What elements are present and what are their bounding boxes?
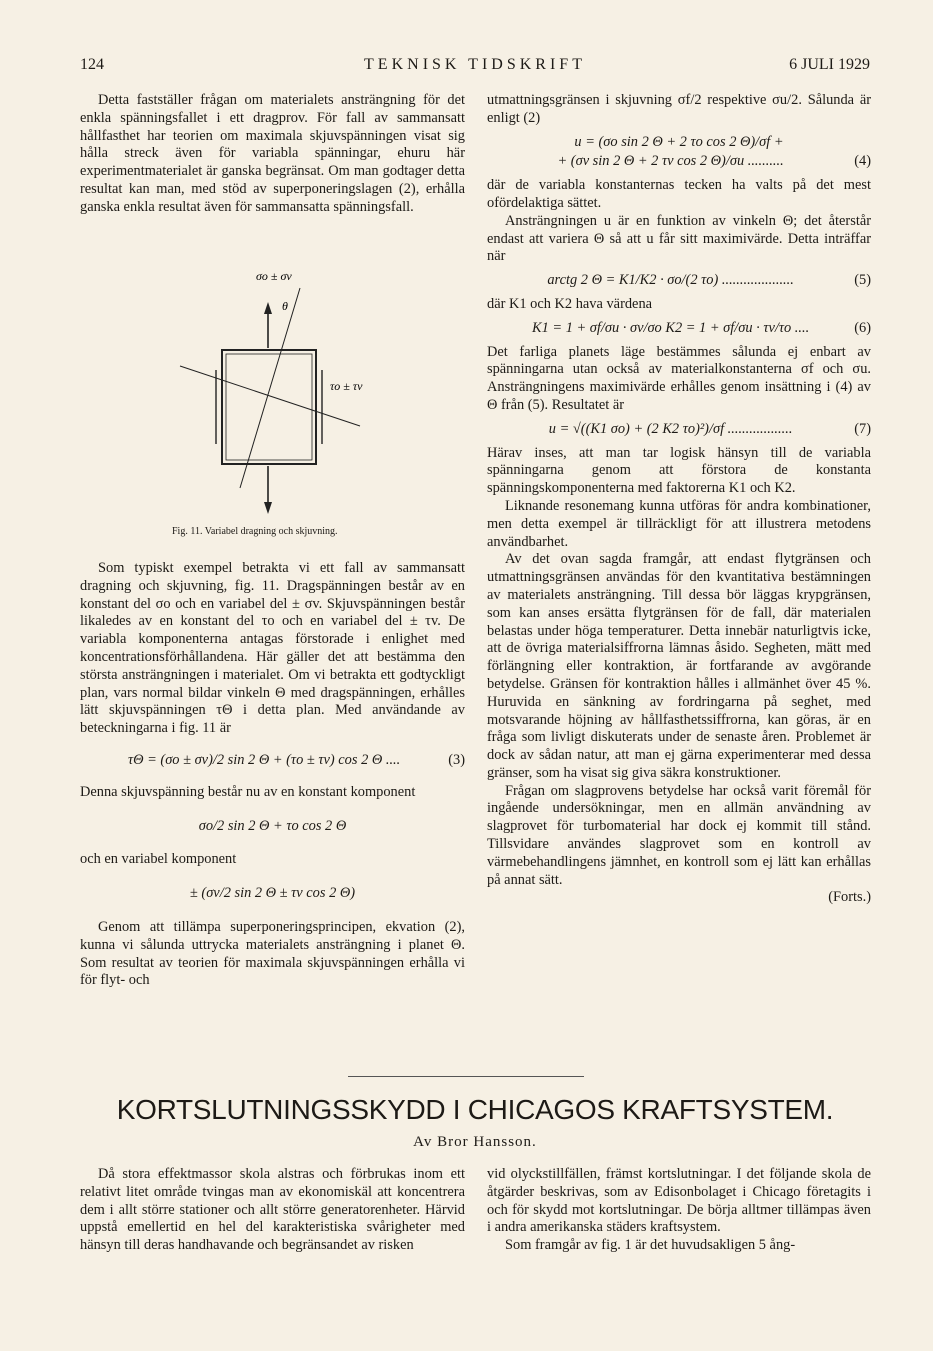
figure-label-theta: θ bbox=[282, 299, 288, 313]
article-2-left-column bbox=[80, 1166, 465, 1255]
article-2-right-text-2: Som framgår av fig. 1 är det huvudsakligen 5 ång- bbox=[505, 1237, 796, 1254]
equation-5-number: (5) bbox=[854, 272, 871, 289]
figure-11-diagram bbox=[170, 258, 390, 518]
figure-label-right: τo ± τv bbox=[330, 379, 363, 393]
left-paragraph-5: Genom att tillämpa superponeringsprincipen, ekvation (2), kunna vi sålunda uttrycka materialets ansträngning i planet Θ. Som resultat av teorien för maximala skjuvspänningen erhålla vi för flyt- och bbox=[80, 918, 465, 989]
article-2-headline: KORTSLUTNINGSSKYDD I CHICAGOS KRAFTSYSTEM. bbox=[116, 1094, 834, 1125]
left-paragraph-4: och en variabel komponent bbox=[80, 851, 237, 868]
right-paragraph-4: där K1 och K2 hava värdena bbox=[487, 295, 653, 312]
right-paragraph-7: Liknande resonemang kunna utföras för andra kombinationer, men detta exempel är tillräckligt för att illustrera metodens användbarhet. bbox=[487, 497, 871, 550]
article-2-byline: Av Bror Hansson. bbox=[413, 1134, 537, 1150]
equation-4a: u = (σo sin 2 Θ + 2 τo cos 2 Θ)/σf + bbox=[574, 133, 784, 150]
equation-variable: ± (σv/2 sin 2 Θ ± τv cos 2 Θ) bbox=[189, 885, 356, 902]
equation-6 bbox=[487, 320, 871, 338]
equation-4-number: (4) bbox=[854, 153, 871, 170]
article-2-right-text: vid olyckstillfällen, främst kortslutningar. I det följande skola de åtgärder beskrivas, som av Edisonbolaget i Chicago företagits i och för skydd mot kortslutningar. De börja alltmer tillämpas även i andra amerikanska städers kraftsystem. bbox=[487, 1166, 871, 1236]
equation-3 bbox=[80, 752, 465, 770]
right-paragraph-5: Det farliga planets läge bestämmes sålunda ej enbart av spänningarna utan också av materialkonstanterna σf och σu. Ansträngningens maximivärde erhålles genom insättning i (4) av Θ från (5). Resultatet är bbox=[487, 343, 871, 413]
right-paragraph-2: där de variabla konstanternas tecken ha valts på det mest ofördelaktiga sättet. bbox=[487, 177, 871, 211]
right-paragraph-1: utmattningsgränsen i skjuvning σf/2 respektive σu/2. Sålunda är enligt (2) bbox=[487, 92, 871, 126]
article-divider bbox=[348, 1076, 584, 1077]
equation-7-number: (7) bbox=[854, 420, 871, 437]
right-paragraph-6: Härav inses, att man tar logisk hänsyn till de variabla spänningarna genom att förstora de konstanta spänningskomponenterna med faktorerna K1 och K2. bbox=[487, 444, 871, 497]
equation-4b-text: + (σv sin 2 Θ + 2 τv cos 2 Θ)/σu .......... bbox=[557, 153, 784, 170]
issue-date: 6 JULI 1929 bbox=[789, 56, 870, 73]
equation-4b bbox=[487, 153, 871, 171]
article-2-right-column bbox=[487, 1166, 871, 1255]
figure-label-top: σo ± σv bbox=[256, 269, 292, 283]
right-paragraph-9: Frågan om slagprovens betydelse har också varit föremål för ingående undersökningar, men en allmän användning av slagprovet för turbomaterial har dock ej kommit till stånd. Tillsvidare användes slagprovet som en kontroll av värmebehandlingens jämnhet, en kontroll som ej lätt kan erhållas på annat sätt. bbox=[487, 782, 871, 888]
article-2-left-text: Då stora effektmassor skola alstras och förbrukas inom ett relativt litet område tvingas man av ekonomiskäl att koncentrera dem i allt större stationer och allt större generatorenheter. Härvid uppstå emellertid en hel del karakteristiska svårigheter med hänsyn till deras handhavande och begränsandet av risken bbox=[80, 1166, 465, 1254]
equation-6-text: K1 = 1 + σf/σu · σv/σo K2 = 1 + σf/σu · τv/τo .... bbox=[532, 319, 810, 336]
right-column bbox=[487, 92, 871, 907]
right-paragraph-3: Ansträngningen u är en funktion av vinkeln Θ; det återstår endast att variera Θ så att u får sitt maximivärde. Detta inträffar när bbox=[487, 212, 871, 265]
equation-5-text: arctg 2 Θ = K1/K2 · σo/(2 τo) .................... bbox=[547, 272, 794, 289]
equation-constant: σo/2 sin 2 Θ + τo cos 2 Θ bbox=[198, 817, 347, 834]
journal-title: TEKNISK TIDSKRIFT bbox=[364, 56, 586, 73]
left-paragraph-1: Detta fastställer frågan om materialets ansträngning för det enkla spänningsfallet i ett dragprov. För fall av sammansatt hållfasthet har teorien om maximala skjuvspänningen visat sig hålla streck även för variabla spänningar, ehuru här experimentmaterialet är ganska begränsat. Om man godtager detta resultat kan man, med stöd av superponeringslagen (2), erhålla ganska enkla resultat även för sammansatta spänningsfall. bbox=[80, 92, 465, 215]
equation-5 bbox=[487, 272, 871, 290]
figure-caption: Fig. 11. Variabel dragning och skjuvning. bbox=[172, 526, 338, 537]
left-paragraph-3: Denna skjuvspänning består nu av en konstant komponent bbox=[80, 783, 416, 800]
left-column-top bbox=[80, 92, 465, 217]
continued-note: (Forts.) bbox=[828, 889, 871, 906]
equation-3-number: (3) bbox=[448, 751, 465, 768]
equation-7-text: u = √((K1 σo) + (2 K2 τo)²)/σf .................. bbox=[548, 420, 793, 437]
equation-7 bbox=[487, 421, 871, 439]
equation-3-text: τΘ = (σo ± σv)/2 sin 2 Θ + (τo ± τv) cos 2 Θ .... bbox=[127, 751, 401, 768]
left-paragraph-2: Som typiskt exempel betrakta vi ett fall av sammansatt dragning och skjuvning, fig. 11. Dragspänningen består av en konstant del σo och en variabel del ± σv. Skjuvspänningen består likaledes av en konstant del τo och en variabel del ± τv. De variabla komponenterna antagas förstorade i enlighet med koncentrationsförhållandena. Här gäller det att bestämma den största ansträngningen i materialet. Om vi betrakta ett godtyckligt plan, vars normal bildar vinkeln Θ med dragspänningen, erhålles lätt skjuvspänningen τΘ i detta plan. Med användande av beteckningarna i fig. 11 är bbox=[80, 560, 465, 737]
page-header bbox=[80, 56, 870, 78]
page-number: 124 bbox=[80, 56, 104, 73]
equation-6-number: (6) bbox=[854, 319, 871, 336]
left-column-bottom bbox=[80, 560, 465, 990]
right-paragraph-8: Av det ovan sagda framgår, att endast flytgränsen och utmattningsgränsen användas för den kvantitativa bestämningen av materialets ansträngning. Till dessa bör läggas krypgränsen, som kan anses ersätta flytgränsen för de fall, där materialen belastas under höga temperaturer. Detta innebär naturligtvis icke, att de övriga materialsiffrorna lämnas åsido. Segheten, mätt med förlängning eller kontraktion, är fortfarande av avgörande betydelse. Gränsen för kontraktion hålles i allmänhet över 45 %. Huruvida en sänkning av fordringarna på seghet, med motsvarande höjning av hållfasthetssiffrorna, kan göras, är en fråga som livligt diskuterats under de senaste åren. Problemet är dock av sådan natur, att man ej gärna experimenterar med dessa gränser, som ha visat sig giva säkra konstruktioner. bbox=[487, 551, 871, 781]
